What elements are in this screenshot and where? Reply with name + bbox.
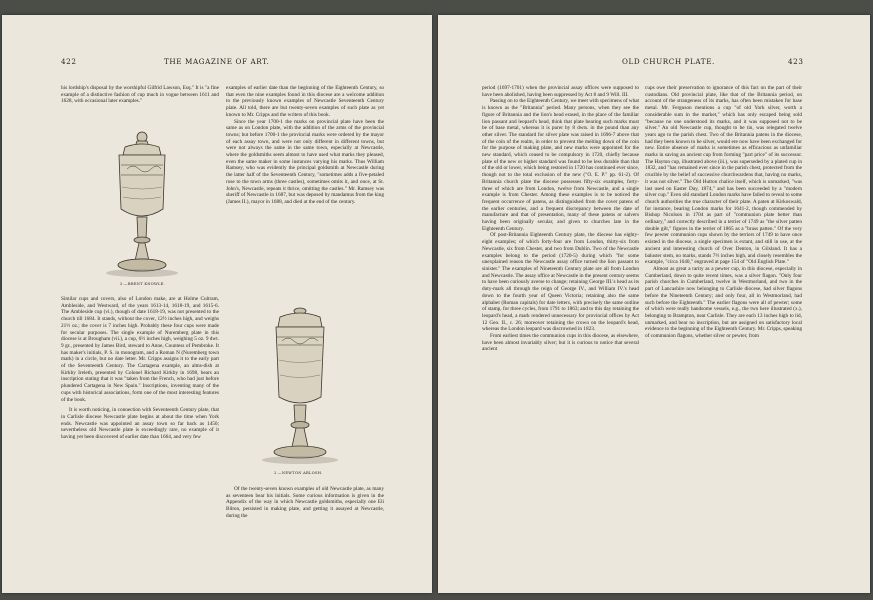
page-number: 422 [61,57,77,66]
paragraph: Similar cups and covers, also of London make, are at Holme Cultram, Ambleside, and Westward, of the years 1613-14, 1618-19, and 1615-6. The Ambleside cup (vi.), though of date 1618-19, was not presented to the church till 1684. It stands, without the cover, 12½ inches high, and weighs 21½ oz.; the cover is 7 inches high. Probably these four cups were made for secular purposes. The single example of Nuremberg plate in this diocese is at Brougham (vii.), a cup, 6½ inches high, weighing 5 oz. 9 dwt. 9 gr., presented by James Bird, steward to Anne, Countess of Pembroke. It has maker's initials, P. S. in monogram, and a Roman N (Nuremberg town mark) in a circle, but no date letter. Mr. Cripps assigns it to the early part of the Seventeenth Century. The Cartagena example, an alms-dish at Kirkby Ireleth, presented by Colonel Richard Kirkby in 1698, bears an inscription stating that it was "taken from the French, who had just before plundered Cartagena in New Spain." Inscriptions, inventing many of the cups with historical associations, form one of the most interesting features of the book. [61,296,219,403]
paragraph: It is worth noticing, in connection with Seventeenth Century plate, that in Carlisle diocese Newcastle plate begins at about the time when York ends. Newcastle was appointed an assay town so far back as 1450; nevertheless old Newcastle plate is exceedingly rare, no example of it having yet been discovered of earlier date than 1664, and very few [61,407,219,441]
paragraph: Since the year 1700-1 the marks on provincial plate have been the same as on London plate, with the addition of the arms of the provincial towns; but before 1700-1 the provincial marks were ordered by the mayor of each assay town, and were not only different in different towns, but were not always the same in the same town, especially at Newcastle, where the goldsmiths seem almost to have used what marks they pleased, even the same maker in some instances varying his marks. Thus William Ramsey, who was evidently the principal goldsmith at Newcastle during the latter half of the Seventeenth Century, "sometimes adds a five-petaled rose to the town arms (three castles), sometimes omits it, and once, at St. John's, Newcastle, repeats it thrice, omitting the castles." Mr. Ramsey was sheriff of Newcastle in 1687, but was deposed by mandamus from the king (James II.), mayor in 1688, and died at the end of the century. [226,118,384,205]
running-head: THE MAGAZINE OF ART. [164,57,270,66]
left-column-1-lower [61,296,219,441]
cup-illustration-brent-knowle [97,127,187,282]
paragraph: examples of earlier date than the beginning of the Eighteenth Century, so that even the nine examples found in this diocese are a welcome addition to the previously known examples of Newcastle Seventeenth Century plate. All told, there are but twenty-seven examples of such plate as yet known to Mr. Cripps and the writers of this book. [226,85,384,118]
paragraph: Passing on to the Eighteenth Century, we meet with specimens of what is known as the "Britannia" period. Many persons, when they see the figure of Britannia and the lion's head erased, in the place of the familiar lion passant and leopard's head, think that plate bearing such marks must be of base metal, whereas it is purer by 8 dwts. in the pound than any other silver. The standard for silver plate was raised in 1696-7 above that of the coin of the realm, in order to prevent the melting down of the coin for the purpose of making plate, and new marks were appointed for the new standard, which ceased to be compulsory in 1720, chiefly because plate of the new or higher standard was found to be less durable than that of the old or lower, which being restored in 1720 has continued ever since, though not to the total exclusion of the new ("O. E. P." pp. 61-2). Of Britannia church plate the diocese possesses fifty-six examples, forty-three of which are from London, twelve from Newcastle, and a single example is from Chester. Among these examples is to be noticed the frequent occurrence of patens, as distinguished from the cover patens of the earlier centuries, and a frequent discrepancy between the date of manufacture and that of presentation, many of these patens or salvers having been originally secular, and given to churches late in the Eighteenth Century. [482,98,639,232]
cup-illustration-newton-arlosh [250,305,350,470]
left-page [2,15,432,593]
left-column-2-lower [226,486,384,520]
paragraph: From earliest times the communion cups in this diocese, as elsewhere, have been almost invariably silver; but it is curious to notice that several ancient [482,333,639,353]
figure-caption: 2.—NEWTON ARLOSH. [274,471,323,475]
paragraph: cups owe their preservation to ignorance of this fact on the part of their custodians. Old provincial plate, like that of the Britannia period, on account of the strangeness of its marks, has often been mistaken for base metal. Mr. Ferguson mentions a cup "of old York silver, worth a considerable sum in the market," which has only escaped being sold "because no one understood its marks, and it was supposed not to be silver." An old Newcastle cup, thought to be tin, was relegated twelve years ago to the parish chest. Two of the Britannia patens in the diocese, had they been known to be silver, would ere now have been exchanged for new. Entire absence of marks is sometimes as efficacious as unfamiliar marks in saving an ancient cup from forming "part price" of its successor. The Hayton cup, illustrated above (iii.), was superseded by a plated cup in 1832, and "has remained ever since in the parish chest, protected from the crucible by the belief of successive churchwardens that, having no marks, it was not silver." The Old Hutton chalice itself, which is unmarked, "was last used on Easter Day, 1874," and has been succeeded by a "modern silver cup." Even old standard London marks have failed to reveal to some church authorities the true character of their plate. A paten at Kirkoswald, for instance, bearing London marks for 1641-2, though commended by Bishop Nicolson in 1704 as part of "communion plate better than ordinary," and correctly described in a terrier of 1749 as "the silver patten double gilt," figures in the terrier of 1865 as a "brass patten." Of the very few pewter communion cups shown by the terriers of 1749 to have once existed in the diocese, a single specimen is extant, and still in use, at the ancient and interesting church of Over Denton, in Gilsland. It has a baluster stem, no marks, stands 7½ inches high, and closely resembles the example, "circa 1640," engraved at page 154 of "Old English Plate." [645,85,802,266]
paragraph: Of the twenty-seven known examples of old Newcastle plate, as many as seventeen bear his initials. Some curious information is given in the Appendix of the way in which Newcastle goldsmiths, especially one Eli Bilton, persisted in making plate, and getting it assayed at Newcastle, during the [226,486,384,519]
left-column-1 [61,85,219,105]
paragraph: period (1697-1701) when the provincial assay offices were supposed to have been abolished, having been suppressed by Act 8 and 9 Will. III. [482,85,639,98]
running-head: OLD CHURCH PLATE. [622,57,715,66]
left-column-2 [226,85,384,206]
right-column-2 [645,85,802,340]
figure-caption: 3.—BRENT KNOWLE. [120,282,166,286]
page-number: 423 [788,57,804,66]
right-column-1 [482,85,639,353]
paragraph: Almost as great a rarity as a pewter cup, in this diocese, especially in Cumberland, down to quite recent times, was a silver flagon. "Only four parish churches in Cumberland, twelve in Westmorland, and two in the part of Lancashire now belonging to Carlisle diocese, had silver flagons before the Nineteenth Century; and only four, all in Westmorland, had such before the Eighteenth." The earlier flagons were all of pewter; some of which were really handsome vessels, e.g., the two here illustrated (x.), belonging to Brampton, near Carlisle. They are each 13 inches high to lid, unmarked, and bear no inscription, but are assigned on satisfactory local evidence to the beginning of the Eighteenth Century. Mr. Cripps, speaking of communion flagons, whether silver or pewter, from [645,265,802,340]
paragraph: his lordship's disposal by the worshipful Gilfrid Lawson, Esq." It is "a fine example of a distinctive fashion of cup much in vogue between 1611 and 1628, with occasional later examples." [61,85,219,105]
paragraph: Of post-Britannia Eighteenth Century plate, the diocese has eighty-eight examples; of which forty-four are from London, thirty-six from Newcastle, six from Chester, and two from Dublin. Two of the Newcastle examples belong to the period (1720-5) during which "for some unexplained reason the Newcastle assay office turned the lion passant to sinister." The examples of Nineteenth Century plate are all from London and Newcastle. The assay office at Newcastle in the present century seems to have been curiously averse to change; retaining George III.'s head as its duty-mark all through the reign of George IV., and William IV.'s head down to the fourth year of Queen Victoria; retaining also the same alphabet (Roman capitals) for date letters, with precisely the same outline of stamp, for three cycles, from 1791 to 1863; and to this day retaining the leopard's head, a mark rendered unnecessary for provincial offices by Act 12 Geo. II., c. 26; moreover retaining the crown on the leopard's head, whereas the London leopard was discrowned in 1823. [482,232,639,333]
right-page [438,15,870,593]
